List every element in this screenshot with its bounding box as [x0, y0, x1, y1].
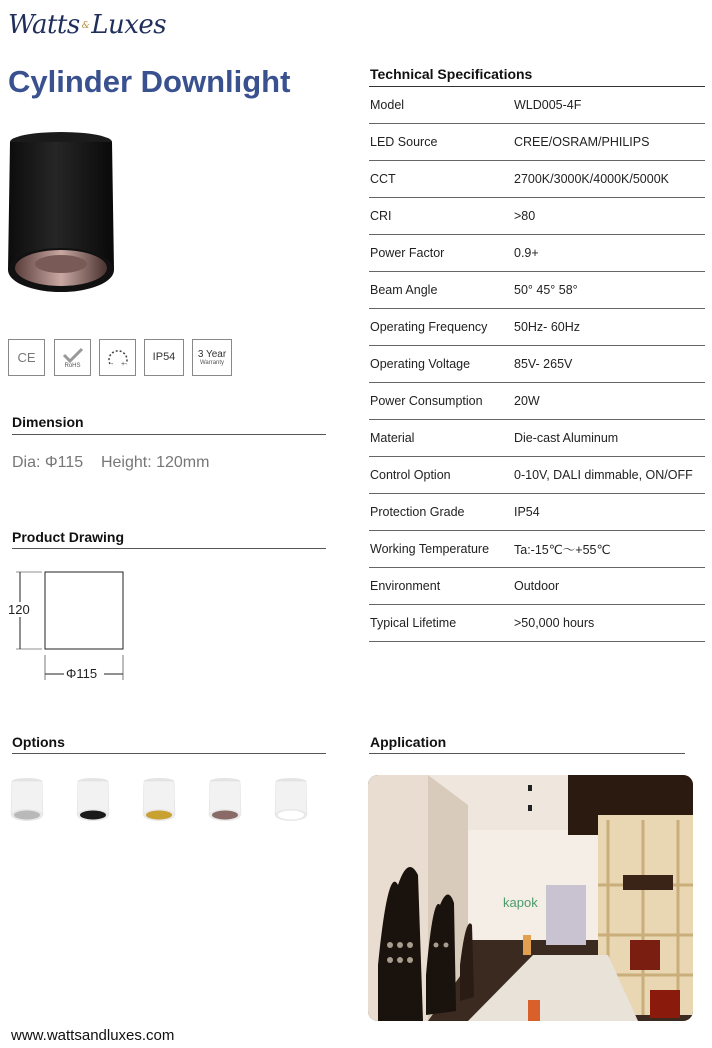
dimmable-badge: [99, 339, 136, 376]
brand-logo: [8, 10, 166, 40]
option-white-rose: [208, 777, 242, 823]
spec-row: [369, 235, 705, 272]
application-divider: [369, 753, 685, 754]
spec-value: IP54: [514, 505, 540, 519]
drawing-heading: Product Drawing: [12, 529, 125, 545]
spec-label: Power Consumption: [370, 394, 483, 408]
ce-badge: [8, 339, 45, 376]
spec-table: [369, 87, 705, 642]
spec-value: >50,000 hours: [514, 616, 595, 630]
ip-label: IP54: [152, 351, 176, 363]
store-sign: kapok: [503, 895, 538, 910]
spec-label: Operating Voltage: [370, 357, 471, 371]
spec-value: WLD005-4F: [514, 98, 582, 112]
logo-text-left: Watts: [8, 10, 80, 40]
spec-label: Material: [370, 431, 415, 445]
svg-text:+: +: [120, 360, 125, 368]
specs-heading: Technical Specifications: [370, 66, 533, 82]
spec-row: [369, 494, 705, 531]
spec-value: 0-10V, DALI dimmable, ON/OFF: [514, 468, 693, 482]
page-title: Cylinder Downlight: [8, 64, 291, 99]
options-heading: Options: [12, 734, 65, 750]
warranty-badge: [192, 339, 232, 376]
options-row: [10, 777, 308, 823]
spec-value: >80: [514, 209, 536, 223]
spec-label: Power Factor: [370, 246, 445, 260]
application-heading: Application: [370, 734, 447, 750]
spec-value: 50Hz- 60Hz: [514, 320, 580, 334]
spec-row: [369, 87, 705, 124]
spec-value: 50° 45° 58°: [514, 283, 578, 297]
product-image: [4, 130, 118, 299]
option-white-gold: [142, 777, 176, 823]
dimension-heading: Dimension: [12, 414, 84, 430]
spec-label: Working Temperature: [370, 542, 490, 556]
spec-row: [369, 420, 705, 457]
spec-label: Protection Grade: [370, 505, 465, 519]
spec-value: 0.9+: [514, 246, 539, 260]
spec-label: Operating Frequency: [370, 320, 488, 334]
certification-badges: [8, 339, 232, 376]
spec-label: Control Option: [370, 468, 451, 482]
spec-row: [369, 457, 705, 494]
footer-url[interactable]: www.wattsandluxes.com: [11, 1027, 175, 1044]
svg-text:-: -: [110, 360, 113, 368]
spec-label: Beam Angle: [370, 283, 438, 297]
drawing-width-label: Φ115: [66, 666, 98, 681]
drawing-divider: [12, 548, 326, 549]
spec-value: 2700K/3000K/4000K/5000K: [514, 172, 669, 186]
spec-row: [369, 161, 705, 198]
spec-value: Die-cast Aluminum: [514, 431, 619, 445]
spec-value: Ta:-15℃～+55℃: [514, 543, 611, 557]
rohs-badge: [54, 339, 91, 376]
options-divider: [12, 753, 326, 754]
spec-row: [369, 309, 705, 346]
spec-row: [369, 605, 705, 642]
spec-label: LED Source: [370, 135, 438, 149]
spec-value: Outdoor: [514, 579, 560, 593]
option-white-white: [274, 777, 308, 823]
option-white-silver: [10, 777, 44, 823]
spec-row: [369, 383, 705, 420]
spec-value: 20W: [514, 394, 540, 408]
rohs-label: RoHS: [64, 362, 81, 369]
spec-row: [369, 198, 705, 235]
downlight-illustration: [4, 130, 118, 294]
spec-row: [369, 346, 705, 383]
logo-text-right: Luxes: [91, 10, 167, 40]
spec-row: [369, 568, 705, 605]
store-interior-image: [368, 775, 693, 1021]
spec-label: CCT: [370, 172, 396, 186]
warranty-main: 3 Year: [197, 348, 227, 360]
drawing-height-label: 120: [8, 602, 30, 617]
ip54-badge: [144, 339, 184, 376]
spec-value: 85V- 265V: [514, 357, 573, 371]
dimension-divider: [12, 434, 326, 435]
logo-ampersand: &: [81, 21, 90, 31]
spec-value: CREE/OSRAM/PHILIPS: [514, 135, 650, 149]
ce-label: CE: [17, 350, 36, 365]
checkmark-icon: [62, 347, 84, 363]
spec-label: CRI: [370, 209, 392, 223]
warranty-sub: Warranty: [199, 359, 225, 366]
spec-row: [369, 531, 705, 568]
option-white-black: [76, 777, 110, 823]
application-photo: [368, 775, 693, 1021]
spec-row: [369, 272, 705, 309]
spec-row: [369, 124, 705, 161]
dimension-text: Dia: Φ115 Height: 120mm: [12, 454, 210, 471]
spec-label: Typical Lifetime: [370, 616, 457, 630]
spec-label: Model: [370, 98, 405, 112]
dimmer-icon: [106, 348, 130, 368]
spec-label: Environment: [370, 579, 441, 593]
